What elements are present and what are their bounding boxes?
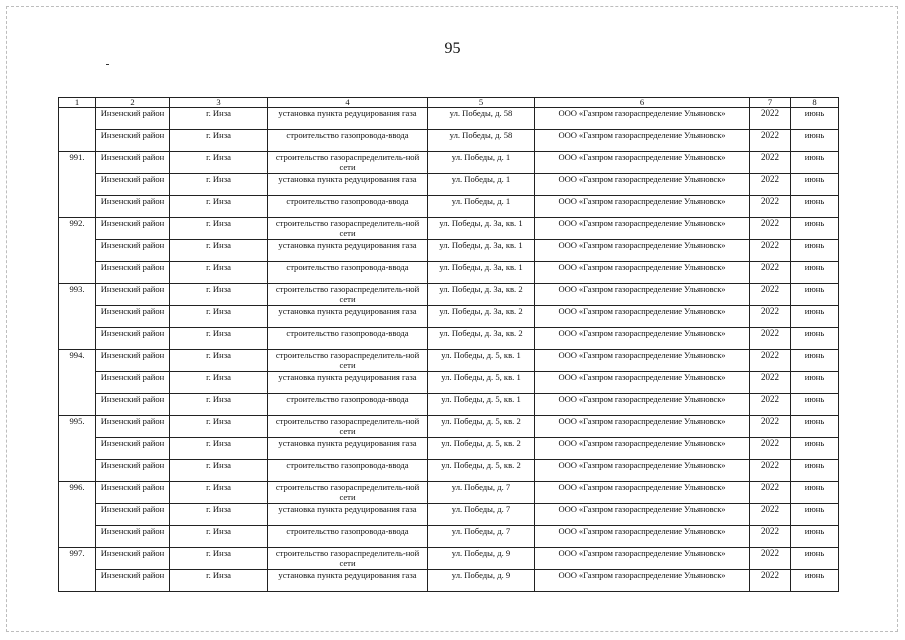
address-cell: ул. Победы, д. 58 (428, 130, 535, 152)
district-cell: Инзенский район (96, 328, 170, 350)
address-cell: ул. Победы, д. 7 (428, 482, 535, 504)
address-cell: ул. Победы, д. 5, кв. 1 (428, 394, 535, 416)
district-cell: Инзенский район (96, 262, 170, 284)
year-cell: 2022 (750, 306, 791, 328)
year-cell: 2022 (750, 350, 791, 372)
organization-cell: ООО «Газпром газораспределение Ульяновск» (535, 504, 750, 526)
row-number-cell: 996. (59, 482, 96, 548)
address-cell: ул. Победы, д. 5, кв. 2 (428, 460, 535, 482)
city-cell: г. Инза (170, 152, 268, 174)
month-cell: июнь (791, 152, 839, 174)
district-cell: Инзенский район (96, 438, 170, 460)
city-cell: г. Инза (170, 240, 268, 262)
address-cell: ул. Победы, д. 9 (428, 548, 535, 570)
city-cell: г. Инза (170, 284, 268, 306)
table-row (59, 438, 839, 460)
month-cell: июнь (791, 240, 839, 262)
organization-cell: ООО «Газпром газораспределение Ульяновск» (535, 372, 750, 394)
work-type-cell: строительство газораспределитель-ной сети (268, 152, 428, 174)
month-cell: июнь (791, 372, 839, 394)
year-cell: 2022 (750, 328, 791, 350)
work-type-cell: строительство газораспределитель-ной сети (268, 218, 428, 240)
city-cell: г. Инза (170, 526, 268, 548)
month-cell: июнь (791, 438, 839, 460)
work-type-cell: строительство газораспределитель-ной сети (268, 482, 428, 504)
work-type-cell: установка пункта редуцирования газа (268, 504, 428, 526)
table-row (59, 570, 839, 592)
work-type-cell: установка пункта редуцирования газа (268, 570, 428, 592)
year-cell: 2022 (750, 416, 791, 438)
city-cell: г. Инза (170, 130, 268, 152)
organization-cell: ООО «Газпром газораспределение Ульяновск» (535, 482, 750, 504)
organization-cell: ООО «Газпром газораспределение Ульяновск» (535, 548, 750, 570)
row-number-cell (59, 108, 96, 152)
table-row (59, 460, 839, 482)
month-cell: июнь (791, 174, 839, 196)
district-cell: Инзенский район (96, 130, 170, 152)
table-row (59, 174, 839, 196)
organization-cell: ООО «Газпром газораспределение Ульяновск» (535, 218, 750, 240)
row-number-cell: 997. (59, 548, 96, 592)
address-cell: ул. Победы, д. 1 (428, 196, 535, 218)
organization-cell: ООО «Газпром газораспределение Ульяновск» (535, 196, 750, 218)
work-type-cell: строительство газопровода-ввода (268, 262, 428, 284)
organization-cell: ООО «Газпром газораспределение Ульяновск» (535, 240, 750, 262)
district-cell: Инзенский район (96, 372, 170, 394)
column-header: 4 (268, 98, 428, 108)
table-row (59, 240, 839, 262)
address-cell: ул. Победы, д. 9 (428, 570, 535, 592)
gasification-table (58, 97, 839, 592)
work-type-cell: строительство газопровода-ввода (268, 196, 428, 218)
year-cell: 2022 (750, 570, 791, 592)
month-cell: июнь (791, 482, 839, 504)
city-cell: г. Инза (170, 328, 268, 350)
organization-cell: ООО «Газпром газораспределение Ульяновск» (535, 174, 750, 196)
work-type-cell: строительство газораспределитель-ной сети (268, 416, 428, 438)
month-cell: июнь (791, 394, 839, 416)
table-row (59, 108, 839, 130)
month-cell: июнь (791, 284, 839, 306)
district-cell: Инзенский район (96, 196, 170, 218)
scan-speck (106, 64, 109, 65)
column-header: 2 (96, 98, 170, 108)
organization-cell: ООО «Газпром газораспределение Ульяновск» (535, 350, 750, 372)
year-cell: 2022 (750, 438, 791, 460)
year-cell: 2022 (750, 372, 791, 394)
organization-cell: ООО «Газпром газораспределение Ульяновск» (535, 460, 750, 482)
address-cell: ул. Победы, д. 5, кв. 1 (428, 350, 535, 372)
month-cell: июнь (791, 262, 839, 284)
table-body (59, 108, 839, 592)
district-cell: Инзенский район (96, 460, 170, 482)
work-type-cell: строительство газопровода-ввода (268, 130, 428, 152)
city-cell: г. Инза (170, 438, 268, 460)
district-cell: Инзенский район (96, 152, 170, 174)
year-cell: 2022 (750, 284, 791, 306)
table-row (59, 350, 839, 372)
district-cell: Инзенский район (96, 570, 170, 592)
district-cell: Инзенский район (96, 482, 170, 504)
address-cell: ул. Победы, д. 3а, кв. 1 (428, 240, 535, 262)
city-cell: г. Инза (170, 482, 268, 504)
month-cell: июнь (791, 416, 839, 438)
address-cell: ул. Победы, д. 58 (428, 108, 535, 130)
month-cell: июнь (791, 526, 839, 548)
month-cell: июнь (791, 328, 839, 350)
column-header: 7 (750, 98, 791, 108)
month-cell: июнь (791, 460, 839, 482)
column-header: 1 (59, 98, 96, 108)
work-type-cell: строительство газораспределитель-ной сети (268, 548, 428, 570)
city-cell: г. Инза (170, 350, 268, 372)
organization-cell: ООО «Газпром газораспределение Ульяновск» (535, 284, 750, 306)
table-row (59, 328, 839, 350)
row-number-cell: 991. (59, 152, 96, 218)
table-row (59, 394, 839, 416)
month-cell: июнь (791, 196, 839, 218)
district-cell: Инзенский район (96, 240, 170, 262)
year-cell: 2022 (750, 262, 791, 284)
organization-cell: ООО «Газпром газораспределение Ульяновск» (535, 328, 750, 350)
year-cell: 2022 (750, 482, 791, 504)
year-cell: 2022 (750, 394, 791, 416)
organization-cell: ООО «Газпром газораспределение Ульяновск» (535, 438, 750, 460)
district-cell: Инзенский район (96, 174, 170, 196)
address-cell: ул. Победы, д. 5, кв. 1 (428, 372, 535, 394)
table-row (59, 482, 839, 504)
year-cell: 2022 (750, 504, 791, 526)
district-cell: Инзенский район (96, 108, 170, 130)
city-cell: г. Инза (170, 504, 268, 526)
address-cell: ул. Победы, д. 5, кв. 2 (428, 438, 535, 460)
table-row (59, 262, 839, 284)
month-cell: июнь (791, 548, 839, 570)
year-cell: 2022 (750, 526, 791, 548)
address-cell: ул. Победы, д. 3а, кв. 2 (428, 284, 535, 306)
month-cell: июнь (791, 108, 839, 130)
work-type-cell: установка пункта редуцирования газа (268, 174, 428, 196)
organization-cell: ООО «Газпром газораспределение Ульяновск» (535, 262, 750, 284)
work-type-cell: строительство газопровода-ввода (268, 526, 428, 548)
address-cell: ул. Победы, д. 5, кв. 2 (428, 416, 535, 438)
work-type-cell: установка пункта редуцирования газа (268, 306, 428, 328)
address-cell: ул. Победы, д. 3а, кв. 2 (428, 306, 535, 328)
page-number: 95 (444, 40, 461, 57)
address-cell: ул. Победы, д. 1 (428, 152, 535, 174)
year-cell: 2022 (750, 548, 791, 570)
month-cell: июнь (791, 306, 839, 328)
row-number-cell: 992. (59, 218, 96, 284)
column-header: 8 (791, 98, 839, 108)
city-cell: г. Инза (170, 196, 268, 218)
table-row (59, 504, 839, 526)
district-cell: Инзенский район (96, 416, 170, 438)
month-cell: июнь (791, 504, 839, 526)
work-type-cell: строительство газопровода-ввода (268, 394, 428, 416)
work-type-cell: установка пункта редуцирования газа (268, 372, 428, 394)
organization-cell: ООО «Газпром газораспределение Ульяновск» (535, 306, 750, 328)
work-type-cell: строительство газопровода-ввода (268, 460, 428, 482)
year-cell: 2022 (750, 240, 791, 262)
district-cell: Инзенский район (96, 218, 170, 240)
column-header: 3 (170, 98, 268, 108)
city-cell: г. Инза (170, 416, 268, 438)
work-type-cell: установка пункта редуцирования газа (268, 240, 428, 262)
column-number-row (59, 98, 839, 108)
address-cell: ул. Победы, д. 1 (428, 174, 535, 196)
year-cell: 2022 (750, 152, 791, 174)
table-row (59, 284, 839, 306)
year-cell: 2022 (750, 218, 791, 240)
city-cell: г. Инза (170, 372, 268, 394)
city-cell: г. Инза (170, 570, 268, 592)
month-cell: июнь (791, 350, 839, 372)
table-row (59, 218, 839, 240)
address-cell: ул. Победы, д. 7 (428, 504, 535, 526)
table-row (59, 526, 839, 548)
organization-cell: ООО «Газпром газораспределение Ульяновск» (535, 108, 750, 130)
month-cell: июнь (791, 218, 839, 240)
city-cell: г. Инза (170, 108, 268, 130)
district-cell: Инзенский район (96, 394, 170, 416)
organization-cell: ООО «Газпром газораспределение Ульяновск» (535, 526, 750, 548)
work-type-cell: установка пункта редуцирования газа (268, 108, 428, 130)
organization-cell: ООО «Газпром газораспределение Ульяновск» (535, 570, 750, 592)
city-cell: г. Инза (170, 218, 268, 240)
table-row (59, 372, 839, 394)
table-row (59, 152, 839, 174)
city-cell: г. Инза (170, 174, 268, 196)
year-cell: 2022 (750, 130, 791, 152)
year-cell: 2022 (750, 174, 791, 196)
district-cell: Инзенский район (96, 306, 170, 328)
city-cell: г. Инза (170, 394, 268, 416)
column-header: 6 (535, 98, 750, 108)
address-cell: ул. Победы, д. 3а, кв. 1 (428, 218, 535, 240)
row-number-cell: 994. (59, 350, 96, 416)
organization-cell: ООО «Газпром газораспределение Ульяновск» (535, 416, 750, 438)
work-type-cell: строительство газопровода-ввода (268, 328, 428, 350)
row-number-cell: 993. (59, 284, 96, 350)
table-row (59, 548, 839, 570)
organization-cell: ООО «Газпром газораспределение Ульяновск» (535, 130, 750, 152)
district-cell: Инзенский район (96, 504, 170, 526)
year-cell: 2022 (750, 108, 791, 130)
work-type-cell: строительство газораспределитель-ной сети (268, 350, 428, 372)
district-cell: Инзенский район (96, 284, 170, 306)
work-type-cell: строительство газораспределитель-ной сети (268, 284, 428, 306)
city-cell: г. Инза (170, 548, 268, 570)
row-number-cell: 995. (59, 416, 96, 482)
table-row (59, 416, 839, 438)
year-cell: 2022 (750, 196, 791, 218)
month-cell: июнь (791, 570, 839, 592)
table-row (59, 196, 839, 218)
city-cell: г. Инза (170, 262, 268, 284)
address-cell: ул. Победы, д. 3а, кв. 2 (428, 328, 535, 350)
organization-cell: ООО «Газпром газораспределение Ульяновск» (535, 394, 750, 416)
table-row (59, 130, 839, 152)
table-row (59, 306, 839, 328)
address-cell: ул. Победы, д. 3а, кв. 1 (428, 262, 535, 284)
district-cell: Инзенский район (96, 526, 170, 548)
work-type-cell: установка пункта редуцирования газа (268, 438, 428, 460)
organization-cell: ООО «Газпром газораспределение Ульяновск» (535, 152, 750, 174)
city-cell: г. Инза (170, 306, 268, 328)
column-header: 5 (428, 98, 535, 108)
district-cell: Инзенский район (96, 548, 170, 570)
year-cell: 2022 (750, 460, 791, 482)
address-cell: ул. Победы, д. 7 (428, 526, 535, 548)
month-cell: июнь (791, 130, 839, 152)
city-cell: г. Инза (170, 460, 268, 482)
district-cell: Инзенский район (96, 350, 170, 372)
